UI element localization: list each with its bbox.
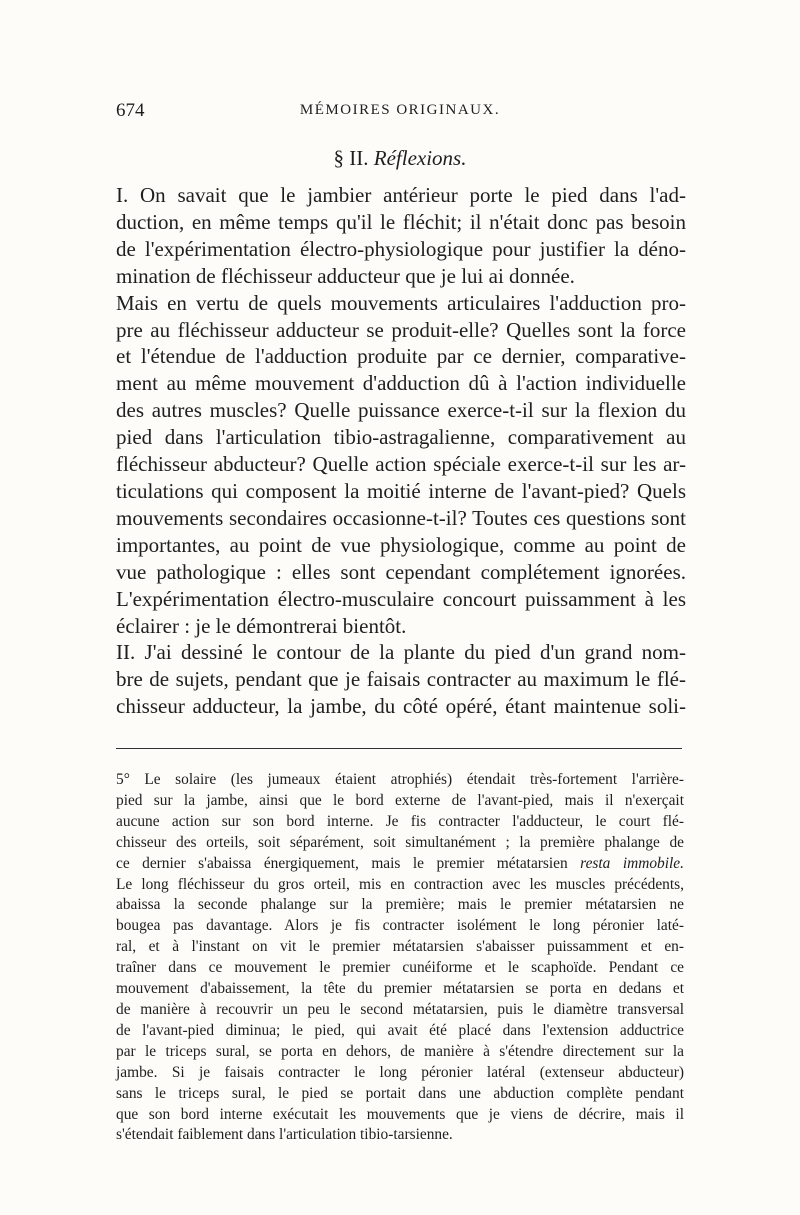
body-line: mouvements secondaires occasionne-t-il? Toutes ces questions sont bbox=[116, 505, 686, 530]
body-line: ment au même mouvement d'adduction dû à l'action individuelle bbox=[116, 371, 686, 396]
footnote-line: mouvement d'abaissement, la tête du premier métatarsien se porta en dedans et bbox=[116, 980, 684, 998]
footnote-line: abaissa la seconde phalange sur la première; mais le premier métatarsien ne bbox=[116, 896, 684, 914]
footnote-line: ral, et à l'instant on vit le premier métatarsien s'abaisser puissamment et en- bbox=[116, 938, 684, 956]
body-line: des autres muscles? Quelle puissance exerce-t-il sur la flexion du bbox=[116, 398, 686, 423]
footnote-line: aucune action sur son bord interne. Je fis contracter l'adducteur, le court flé- bbox=[116, 812, 684, 830]
body-line: ticulations qui composent la moitié interne de l'avant-pied? Quels bbox=[116, 478, 686, 503]
body-line: I. On savait que le jambier antérieur porte le pied dans l'ad- bbox=[116, 183, 686, 207]
section-symbol: § II. bbox=[333, 146, 369, 170]
footnote-line: sans le triceps sural, le pied se portait dans une abduction complète pendant bbox=[116, 1084, 684, 1102]
section-heading bbox=[116, 146, 684, 171]
footnote-line: s'étendait faiblement dans l'articulation tibio-tarsienne. bbox=[116, 1126, 453, 1144]
footnote-line: de manière à recouvrir un peu le second métatarsien, puis le diamètre transversal bbox=[116, 1000, 684, 1018]
body-line: importantes, au point de vue physiologique, comme au point de bbox=[116, 532, 686, 557]
footnote-line-text: ce dernier s'abaissa énergiquement, mais le premier métatarsien bbox=[116, 854, 568, 872]
footnote-line: par le triceps sural, se porta en dehors, de manière à s'étendre directement sur la bbox=[116, 1042, 684, 1060]
footnote-line: 5° Le solaire (les jumeaux étaient atrophiés) étendait très-fortement l'arrière- bbox=[116, 771, 684, 788]
body-line: éclairer : je le démontrerai bientôt. bbox=[116, 613, 407, 638]
footnote-line: pied sur la jambe, ainsi que le bord externe de l'avant-pied, mais il n'exerçait bbox=[116, 791, 684, 809]
footnote-emphasis: resta immobile. bbox=[580, 854, 684, 872]
footnote-line: de l'avant-pied diminua; le pied, qui avait été placé dans l'extension adductrice bbox=[116, 1021, 684, 1039]
footnote bbox=[116, 770, 684, 1146]
body-line: pied dans l'articulation tibio-astragalienne, comparativement au bbox=[116, 425, 686, 450]
body-line: L'expérimentation électro-musculaire concourt puissamment à les bbox=[116, 586, 686, 611]
footnote-line: bougea pas davantage. Alors je fis contracter isolément le long péronier laté- bbox=[116, 917, 684, 935]
body-line: Mais en vertu de quels mouvements articulaires l'adduction pro- bbox=[116, 290, 686, 315]
body-text bbox=[116, 182, 686, 720]
body-line: vue pathologique : elles sont cependant complétement ignorées. bbox=[116, 559, 686, 584]
body-line: mination de fléchisseur adducteur que je lui ai donnée. bbox=[116, 263, 575, 288]
footnote-line: Le long fléchisseur du gros orteil, mis en contraction avec les muscles précédents, bbox=[116, 875, 684, 893]
body-line: de l'expérimentation électro-physiologique pour justifier la déno- bbox=[116, 236, 686, 261]
footnote-line: jambe. Si je faisais contracter le long péronier latéral (extenseur abducteur) bbox=[116, 1063, 684, 1081]
body-line: bre de sujets, pendant que je faisais contracter au maximum le flé- bbox=[116, 667, 686, 692]
body-line: II. J'ai dessiné le contour de la plante du pied d'un grand nom- bbox=[116, 640, 686, 665]
body-line: fléchisseur abducteur? Quelle action spéciale exerce-t-il sur les ar- bbox=[116, 452, 686, 477]
footnote-line: traîner dans ce mouvement le premier cunéiforme et le scaphoïde. Pendant ce bbox=[116, 959, 684, 977]
footnote-line: chisseur des orteils, soit séparément, soit simultanément ; la première phalange de bbox=[116, 833, 684, 851]
running-title: MÉMOIRES ORIGINAUX. bbox=[299, 102, 501, 118]
body-line: pre au fléchisseur adducteur se produit-elle? Quelles sont la force bbox=[116, 317, 686, 342]
footnote-divider bbox=[116, 748, 682, 749]
section-title: Réflexions. bbox=[373, 146, 467, 170]
page-header bbox=[116, 100, 684, 130]
body-line: duction, en même temps qu'il le fléchit; il n'était donc pas besoin bbox=[116, 209, 686, 234]
body-line: chisseur adducteur, la jambe, du côté opéré, étant maintenue soli- bbox=[116, 694, 686, 719]
body-line: et l'étendue de l'adduction produite par ce dernier, comparative- bbox=[116, 344, 686, 369]
footnote-line: que son bord interne exécutait les mouvements que je viens de décrire, mais il bbox=[116, 1105, 684, 1123]
page-number: 674 bbox=[116, 100, 145, 121]
footnote-line bbox=[116, 854, 684, 875]
